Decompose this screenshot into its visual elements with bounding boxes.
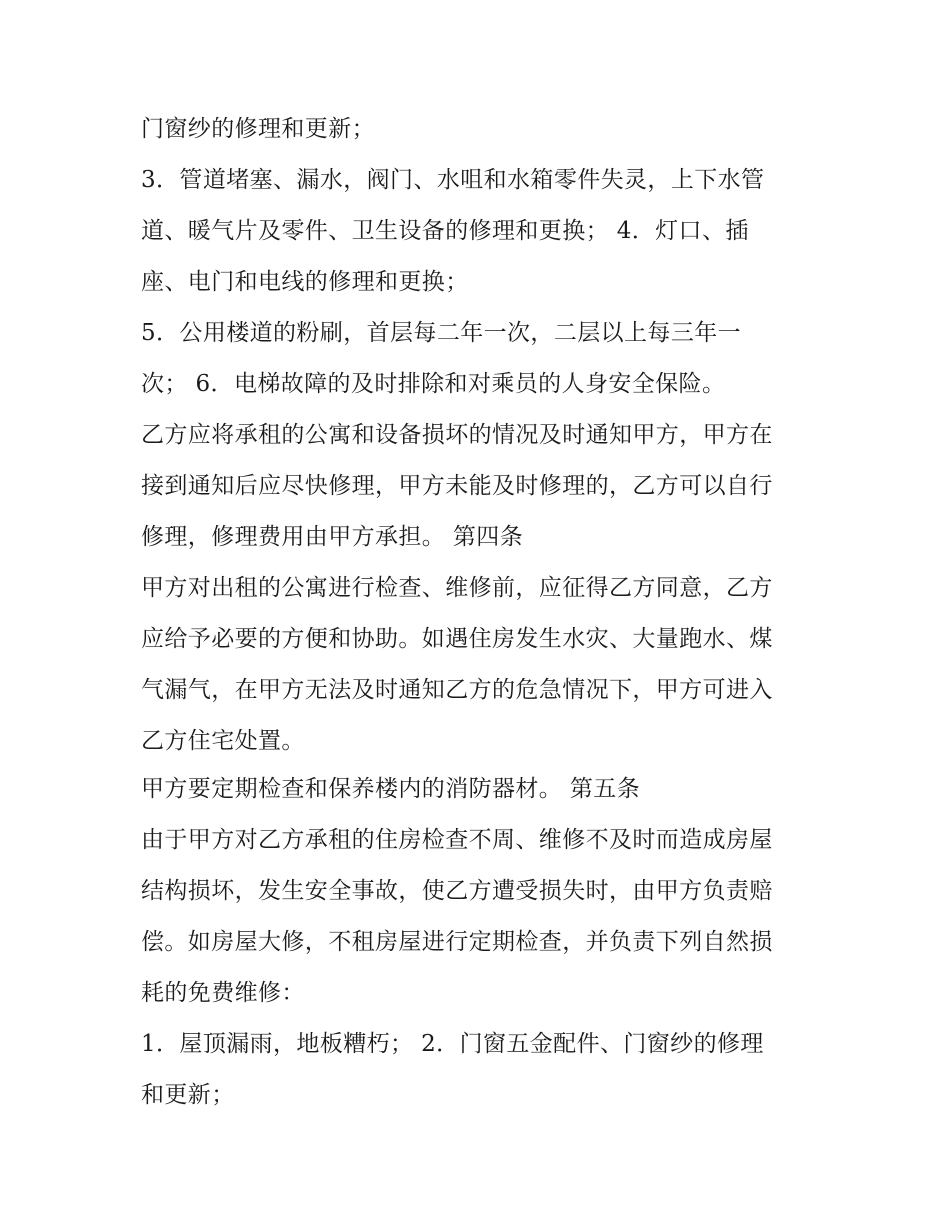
- text-line: 由于甲方对乙方承租的住房检查不周、维修不及时而造成房屋: [141, 827, 773, 853]
- text-line: 次； 6．电梯故障的及时排除和对乘员的人身安全保险。: [141, 371, 726, 397]
- text-line: 门窗纱的修理和更新；: [141, 116, 375, 142]
- text-line: 修理，修理费用由甲方承担。 第四条: [141, 524, 524, 550]
- text-line: 甲方对出租的公寓进行检查、维修前，应征得乙方同意，乙方: [141, 575, 773, 601]
- text-line: 乙方住宅处置。: [141, 728, 305, 754]
- text-line: 座、电门和电线的修理和更换；: [141, 269, 469, 295]
- text-line: 接到通知后应尽快修理，甲方未能及时修理的，乙方可以自行: [141, 473, 773, 499]
- text-line: 耗的免费维修：: [141, 980, 305, 1006]
- text-line: 3．管道堵塞、漏水，阀门、水咀和水箱零件失灵，上下水管: [141, 167, 765, 193]
- text-line: 1．屋顶漏雨，地板糟朽； 2．门窗五金配件、门窗纱的修理: [141, 1031, 764, 1057]
- text-line: 甲方要定期检查和保养楼内的消防器材。 第五条: [141, 776, 641, 802]
- text-line: 和更新；: [141, 1082, 235, 1108]
- text-line: 乙方应将承租的公寓和设备损坏的情况及时通知甲方，甲方在: [141, 422, 773, 448]
- text-line: 结构损坏，发生安全事故，使乙方遭受损失时，由甲方负责赔: [141, 878, 773, 904]
- text-line: 5．公用楼道的粉刷，首层每二年一次，二层以上每三年一: [141, 320, 742, 346]
- text-line: 偿。如房屋大修，不租房屋进行定期检查，并负责下列自然损: [141, 929, 773, 955]
- text-line: 应给予必要的方便和协助。如遇住房发生水灾、大量跑水、煤: [141, 626, 773, 652]
- text-line: 道、暖气片及零件、卫生设备的修理和更换； 4．灯口、插: [141, 218, 749, 244]
- text-line: 气漏气，在甲方无法及时通知乙方的危急情况下，甲方可进入: [141, 677, 773, 703]
